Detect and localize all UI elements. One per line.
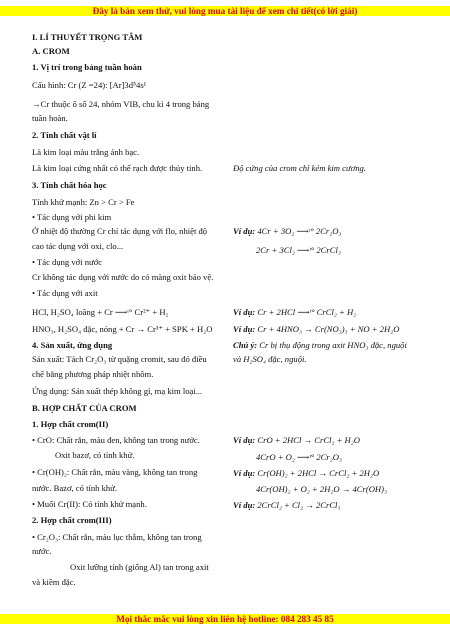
cr2o3-text-2: nước.	[32, 546, 52, 556]
passivation-note	[233, 339, 407, 351]
heading-production: 4. Sản xuất, ứng dụng	[32, 340, 113, 350]
example-label: Ví dụ:	[233, 307, 256, 317]
equation-cro-2: 4CrO + O₂ ⟶ᵗ° 2Cr₂O₃	[256, 452, 342, 462]
equation-nonmetal-2: 2Cr + 3Cl₂ ⟶ᵗ° 2CrCl₃	[256, 245, 341, 255]
equation: 2CrCl₂ + Cl₂ → 2CrCl₃	[257, 500, 341, 510]
note-label: Chú ý:	[233, 340, 258, 350]
production-text-2: chế bằng phương pháp nhiệt nhôm.	[32, 369, 154, 379]
example-label: Ví dụ:	[233, 468, 256, 478]
note-text: Cr bị thụ động trong axit HNO₃ đặc, nguội	[259, 340, 407, 350]
example-crcl2	[233, 499, 340, 511]
equation: Cr + 4HNO₃ → Cr(NO₃)₃ + NO + 2H₂O	[257, 324, 400, 334]
example-croh2-1	[233, 467, 379, 479]
application-text: Ứng dụng: Sản xuất thép không gỉ, mạ kim loại...	[32, 386, 203, 396]
example-label: Ví dụ:	[233, 500, 256, 510]
bullet-nonmetal: • Tác dụng với phi kim	[32, 212, 112, 222]
heading-cr2: 1. Hợp chất crom(II)	[32, 419, 109, 429]
heading-chemical: 3. Tính chất hóa học	[32, 180, 107, 190]
water-text: Cr không tác dụng với nước do có màng oxit bảo vệ.	[32, 272, 214, 282]
cr2o3-text-3: Oxit lưỡng tính (giống Al) tan trong axit	[70, 562, 209, 572]
example-label: Ví dụ:	[233, 435, 256, 445]
heading-position: 1. Vị trí trong bảng tuần hoàn	[32, 62, 142, 72]
hotline-banner: Mọi thắc mắc vui lòng xin liên hệ hotline: 084 283 45 85	[0, 614, 450, 624]
preview-banner: Đây là bản xem thử, vui lòng mua tài liệu để xem chi tiết(có lời giải)	[0, 6, 450, 16]
position-text-2: tuần hoàn.	[32, 113, 68, 123]
cr2o3-text-1: • Cr₂O₃: Chất rắn, màu lục thẫm, không tan trong	[32, 532, 202, 542]
croh2-text-1: • Cr(OH)₂: Chất rắn, màu vàng, không tan trong	[32, 467, 198, 477]
example-nonmetal-1	[233, 225, 341, 237]
croh2-text-2: nước. Bazơ, có tính khử.	[32, 483, 117, 493]
equation: 4Cr + 3O₂ ⟶ᵗ° 2Cr₂O₃	[257, 226, 342, 236]
nonmetal-text-1: Ở nhiệt độ thường Cr chỉ tác dụng với flo, nhiệt độ	[32, 226, 208, 236]
physical-text-1: Là kim loại màu trắng ánh bạc.	[32, 147, 140, 157]
section-b-compounds: B. HỢP CHẤT CỦA CROM	[32, 403, 137, 413]
physical-text-2: Là kim loại cứng nhất có thể rạch được thủy tinh.	[32, 163, 203, 173]
equation: CrO + 2HCl → CrCl₂ + H₂O	[257, 435, 360, 445]
note-hardness: Độ cứng của crom chỉ kém kim cương.	[233, 163, 366, 173]
equation: Cr + 2HCl ⟶ᵗ° CrCl₂ + H₂	[257, 307, 357, 317]
example-label: Ví dụ:	[233, 226, 256, 236]
reducing-order: Tính khử mạnh: Zn > Cr > Fe	[32, 197, 135, 207]
bullet-acid: • Tác dụng với axit	[32, 288, 98, 298]
passivation-note-2: và H₂SO₄ đặc, nguội.	[233, 354, 307, 364]
example-acid-2	[233, 323, 399, 335]
heading-physical: 2. Tính chất vật lí	[32, 130, 97, 140]
position-text-1: →Cr thuộc ô số 24, nhóm VIB, chu kì 4 trong bảng	[32, 99, 210, 109]
nonmetal-text-2: cao tác dụng với oxi, clo...	[32, 241, 124, 251]
section-title-theory: I. LÍ THUYẾT TRỌNG TÂM	[32, 32, 143, 42]
production-text-1: Sản xuất: Tách Cr₂O₃ từ quặng cromit, sau đó điều	[32, 354, 207, 364]
bullet-water: • Tác dụng với nước	[32, 257, 103, 267]
equation-croh2-2: 4Cr(OH)₂ + O₂ + 2H₂O → 4Cr(OH)₃	[256, 484, 387, 494]
example-acid-1	[233, 306, 356, 318]
heading-cr3: 2. Hợp chất crom(III)	[32, 515, 112, 525]
example-label: Ví dụ:	[233, 324, 256, 334]
cro-text: • CrO: Chất rắn, màu đen, không tan trong nước.	[32, 435, 200, 445]
acid-eq-1: HCl, H₂SO₄ loãng + Cr ⟶ᵗ° Cr²⁺ + H₂	[32, 307, 169, 317]
section-a-crom: A. CROM	[32, 46, 70, 56]
example-cro-1	[233, 434, 360, 446]
equation: Cr(OH)₂ + 2HCl → CrCl₂ + 2H₂O	[257, 468, 380, 478]
cr2-salt-text: • Muối Cr(II): Có tính khử mạnh.	[32, 499, 147, 509]
electron-config: Cấu hình: Cr (Z =24): [Ar]3d⁵4s¹	[32, 80, 147, 90]
cr2o3-text-4: và kiềm đặc.	[32, 577, 76, 587]
cro-text-2: Oxit bazơ, có tính khử.	[55, 450, 135, 460]
acid-eq-2: HNO₃, H₂SO₄ đặc, nóng + Cr → Cr³⁺ + SPK + H₂O	[32, 324, 213, 334]
